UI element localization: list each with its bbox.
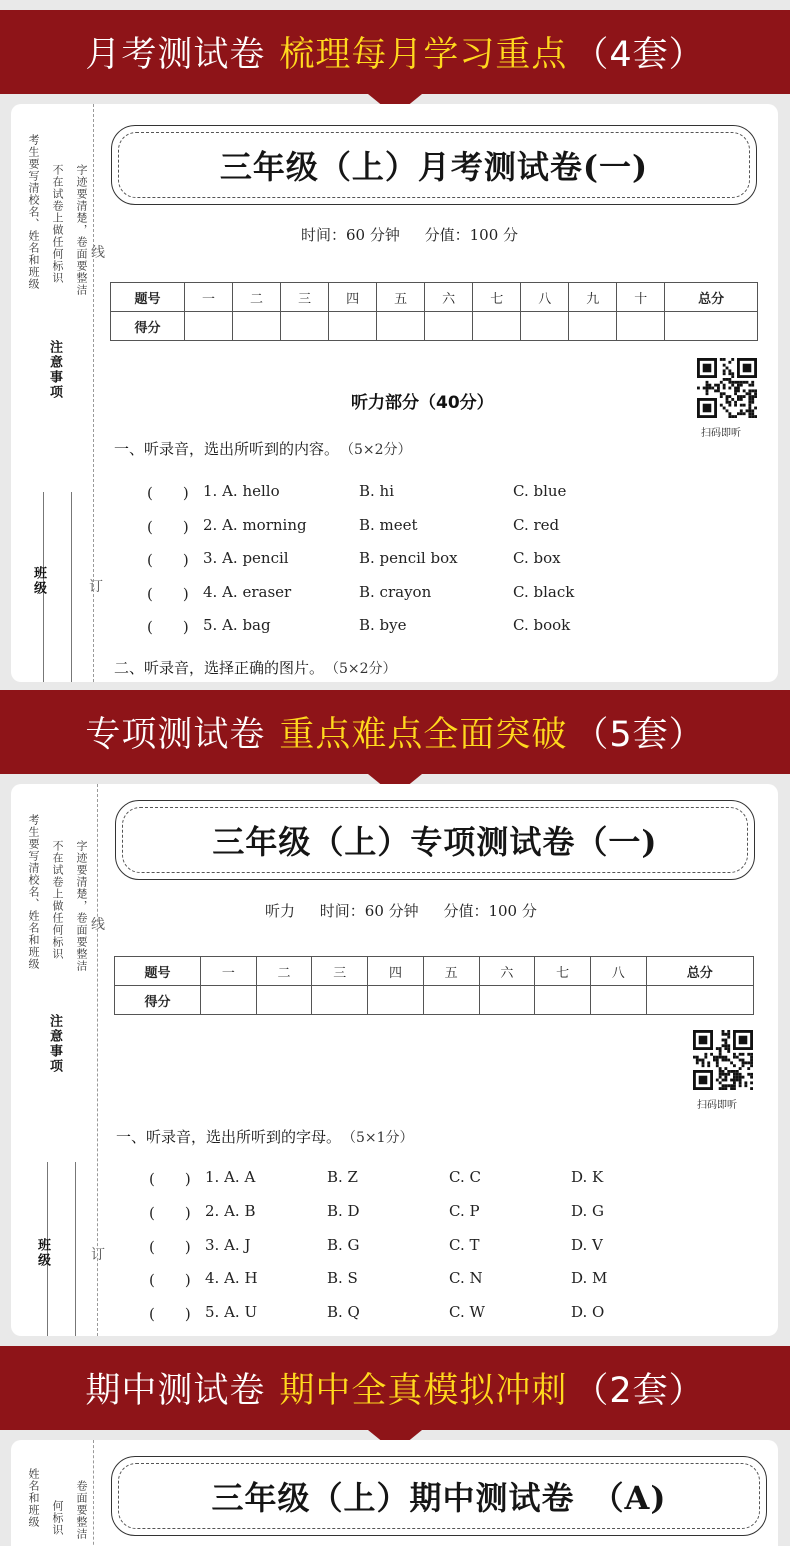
section-banner-monthly xyxy=(0,10,790,94)
meta-prefix: 听力 xyxy=(265,902,296,920)
paper-title-frame xyxy=(111,125,757,205)
score-info: 分值：100 分 xyxy=(424,226,519,244)
banner-highlight: 梳理每月学习重点 xyxy=(279,35,568,75)
score-table-cell xyxy=(535,986,591,1015)
option-a: 1. A. hello xyxy=(203,482,280,500)
option-b: B. Q xyxy=(327,1303,360,1322)
score-table-cell xyxy=(281,312,329,341)
cut-line-mark: 线 xyxy=(91,917,105,933)
score-table-cell xyxy=(479,986,535,1015)
option-d: D. O xyxy=(571,1303,605,1322)
option-a: 1. A. A xyxy=(205,1168,256,1186)
option-a: 5. A. U xyxy=(205,1303,258,1322)
paper-title: 三年级（上）专项测试卷（一) xyxy=(122,807,748,873)
binding-dashed-line xyxy=(93,104,94,682)
option-a: 2. A. morning xyxy=(203,515,307,534)
answer-blank[interactable]: ( ) xyxy=(149,1203,191,1222)
exam-paper-special xyxy=(11,784,778,1336)
time-info: 时间：60 分钟 xyxy=(319,902,419,920)
score-table-cell xyxy=(473,312,521,341)
option-b: B. G xyxy=(327,1235,360,1254)
question-text: 一、听录音，选出所听到的内容。 xyxy=(114,440,340,458)
score-table-column-header: 二 xyxy=(256,957,312,986)
score-table-cell xyxy=(425,312,473,341)
option-a: 5. A. bag xyxy=(203,616,271,635)
score-table-row-label: 得分 xyxy=(115,986,201,1015)
score-table-column-header: 四 xyxy=(329,283,377,312)
choice-item xyxy=(147,516,747,536)
binding-dashed-line xyxy=(97,784,98,1336)
class-label: 班级 xyxy=(35,1238,50,1268)
score-table-column-header: 十 xyxy=(617,283,665,312)
question-points: （5×2分） xyxy=(332,661,397,677)
banner-count: （2套） xyxy=(573,1371,705,1411)
question-text: 一、听录音，选出所听到的字母。 xyxy=(116,1128,342,1146)
notes-line-1: 考生要写清校名、姓名和班级 xyxy=(27,814,40,970)
binding-mark: 订 xyxy=(91,1247,105,1263)
score-table-column-header: 一 xyxy=(185,283,233,312)
qr-label: 扫码即听 xyxy=(701,428,741,439)
section-banner-midterm xyxy=(0,1346,790,1430)
score-table-column-header: 四 xyxy=(368,957,424,986)
question-2 xyxy=(114,657,397,678)
notes-line-3: 卷面要整洁 xyxy=(75,1480,88,1540)
answer-blank[interactable]: ( ) xyxy=(147,584,189,603)
score-table-column-header: 二 xyxy=(233,283,281,312)
score-table-row-label: 题号 xyxy=(111,283,185,312)
option-b: B. meet xyxy=(359,515,418,534)
score-table-score-row xyxy=(115,986,754,1015)
option-d: D. G xyxy=(571,1201,605,1220)
notes-line-2: 何标识 xyxy=(51,1500,64,1536)
answer-blank[interactable]: ( ) xyxy=(149,1170,191,1188)
name-line-right xyxy=(75,1162,76,1336)
option-d: D. M xyxy=(571,1269,608,1288)
score-table-column-header: 八 xyxy=(590,957,646,986)
paper-binding-margin xyxy=(11,784,111,1336)
score-table-row-label: 题号 xyxy=(115,957,201,986)
paper-title-frame xyxy=(115,800,755,880)
score-table-column-header: 七 xyxy=(473,283,521,312)
option-c: C. red xyxy=(513,515,560,534)
paper-meta xyxy=(291,224,528,245)
option-c: C. P xyxy=(449,1201,480,1220)
qr-code xyxy=(697,358,757,418)
score-table-cell xyxy=(590,986,646,1015)
option-c: C. T xyxy=(449,1235,480,1254)
class-label: 班级 xyxy=(31,566,46,596)
score-table-column-header: 六 xyxy=(479,957,535,986)
score-table-column-header: 五 xyxy=(377,283,425,312)
option-a: 3. A. pencil xyxy=(203,549,289,568)
score-table-column-header: 一 xyxy=(201,957,257,986)
choice-item xyxy=(149,1303,749,1323)
exam-paper-monthly xyxy=(11,104,778,682)
notes-line-2: 不在试卷上做任何标识 xyxy=(51,840,64,960)
choice-item xyxy=(149,1202,749,1222)
choice-item xyxy=(149,1236,749,1256)
score-table-cell xyxy=(665,312,758,341)
score-table-cell xyxy=(185,312,233,341)
paper-binding-margin xyxy=(11,104,111,682)
score-table-column-header: 三 xyxy=(312,957,368,986)
choice-item xyxy=(147,482,747,502)
question-points: （5×1分） xyxy=(349,1130,414,1146)
option-c: C. book xyxy=(513,616,571,635)
option-c: C. N xyxy=(449,1269,483,1288)
option-b: B. crayon xyxy=(359,582,432,601)
answer-blank[interactable]: ( ) xyxy=(149,1271,191,1290)
paper-binding-margin xyxy=(11,1440,111,1546)
score-table-cell xyxy=(617,312,665,341)
answer-blank[interactable]: ( ) xyxy=(147,517,189,536)
question-1 xyxy=(116,1126,414,1147)
binding-dashed-line xyxy=(93,1440,94,1546)
score-table-cell xyxy=(329,312,377,341)
option-b: B. hi xyxy=(359,482,395,500)
banner-count: （5套） xyxy=(573,715,705,755)
exam-paper-midterm xyxy=(11,1440,778,1546)
notes-line-3: 字迹要清楚，卷面要整洁 xyxy=(75,840,88,972)
option-a: 3. A. J xyxy=(205,1235,251,1254)
score-table-column-header: 五 xyxy=(423,957,479,986)
banner-label: 月考测试卷 xyxy=(85,35,266,75)
option-c: C. black xyxy=(513,582,575,601)
score-table-column-header: 总分 xyxy=(646,957,753,986)
option-a: 4. A. H xyxy=(205,1269,258,1288)
option-b: B. Z xyxy=(327,1168,358,1186)
qr-label: 扫码即听 xyxy=(697,1100,737,1111)
qr-code xyxy=(693,1030,753,1090)
name-line-right xyxy=(71,492,72,682)
question-1 xyxy=(114,438,412,459)
answer-blank[interactable]: ( ) xyxy=(149,1305,191,1324)
option-b: B. bye xyxy=(359,616,407,635)
notes-title: 注意事项 xyxy=(47,340,62,400)
score-table-header-row xyxy=(115,957,754,986)
binding-mark: 订 xyxy=(89,579,103,595)
score-table-cell xyxy=(521,312,569,341)
score-table-cell xyxy=(368,986,424,1015)
score-table-column-header: 总分 xyxy=(665,283,758,312)
time-info: 时间：60 分钟 xyxy=(301,226,400,244)
score-table-column-header: 九 xyxy=(569,283,617,312)
banner-highlight: 期中全真模拟冲刺 xyxy=(279,1371,568,1411)
notes-title: 注意事项 xyxy=(47,1014,62,1074)
score-table-column-header: 三 xyxy=(281,283,329,312)
paper-title: 三年级（上）月考测试卷(一) xyxy=(118,132,750,198)
option-c: C. C xyxy=(449,1168,481,1186)
option-a: 2. A. B xyxy=(205,1201,256,1220)
score-table-column-header: 八 xyxy=(521,283,569,312)
banner-count: （4套） xyxy=(573,35,705,75)
score-table-cell xyxy=(423,986,479,1015)
banner-highlight: 重点难点全面突破 xyxy=(279,715,568,755)
score-table-cell xyxy=(233,312,281,341)
score-table xyxy=(114,956,754,1015)
option-d: D. V xyxy=(571,1235,603,1254)
choice-item xyxy=(149,1269,749,1289)
option-a: 4. A. eraser xyxy=(203,582,292,601)
option-b: B. D xyxy=(327,1201,360,1220)
option-b: B. S xyxy=(327,1269,358,1288)
score-table-header-row xyxy=(111,283,758,312)
score-table-cell xyxy=(569,312,617,341)
notes-line-1: 姓名和班级 xyxy=(27,1468,40,1528)
answer-blank[interactable]: ( ) xyxy=(147,551,189,570)
answer-blank[interactable]: ( ) xyxy=(147,484,189,502)
score-table xyxy=(110,282,758,341)
score-table-row-label: 得分 xyxy=(111,312,185,341)
choice-item xyxy=(149,1168,749,1188)
answer-blank[interactable]: ( ) xyxy=(149,1237,191,1256)
answer-blank[interactable]: ( ) xyxy=(147,618,189,637)
score-table-cell xyxy=(377,312,425,341)
option-d: D. K xyxy=(571,1168,604,1186)
score-table-score-row xyxy=(111,312,758,341)
paper-meta xyxy=(255,900,547,921)
question-text: 二、听录音，选择正确的图片。 xyxy=(114,659,325,677)
choice-item xyxy=(147,549,747,569)
score-table-column-header: 六 xyxy=(425,283,473,312)
section-banner-special xyxy=(0,690,790,774)
option-c: C. W xyxy=(449,1303,485,1322)
banner-label: 期中测试卷 xyxy=(85,1371,266,1411)
score-table-cell xyxy=(256,986,312,1015)
score-table-column-header: 七 xyxy=(535,957,591,986)
option-c: C. blue xyxy=(513,482,567,500)
choice-item xyxy=(147,583,747,603)
section-heading: 听力部分（40分） xyxy=(351,393,494,413)
option-c: C. box xyxy=(513,549,561,568)
question-points: （5×2分） xyxy=(347,442,412,458)
score-table-cell xyxy=(646,986,753,1015)
score-table-cell xyxy=(312,986,368,1015)
banner-label: 专项测试卷 xyxy=(85,715,266,755)
score-table-cell xyxy=(201,986,257,1015)
option-b: B. pencil box xyxy=(359,549,458,568)
score-info: 分值：100 分 xyxy=(443,902,537,920)
choice-item xyxy=(147,616,747,636)
paper-title-frame xyxy=(111,1456,767,1536)
notes-line-3: 字迹要清楚，卷面要整洁 xyxy=(75,164,88,296)
notes-line-1: 考生要写清校名、姓名和班级 xyxy=(27,134,40,290)
cut-line-mark: 线 xyxy=(91,245,105,261)
paper-title: 三年级（上）期中测试卷 （A) xyxy=(118,1463,760,1529)
notes-line-2: 不在试卷上做任何标识 xyxy=(51,164,64,284)
